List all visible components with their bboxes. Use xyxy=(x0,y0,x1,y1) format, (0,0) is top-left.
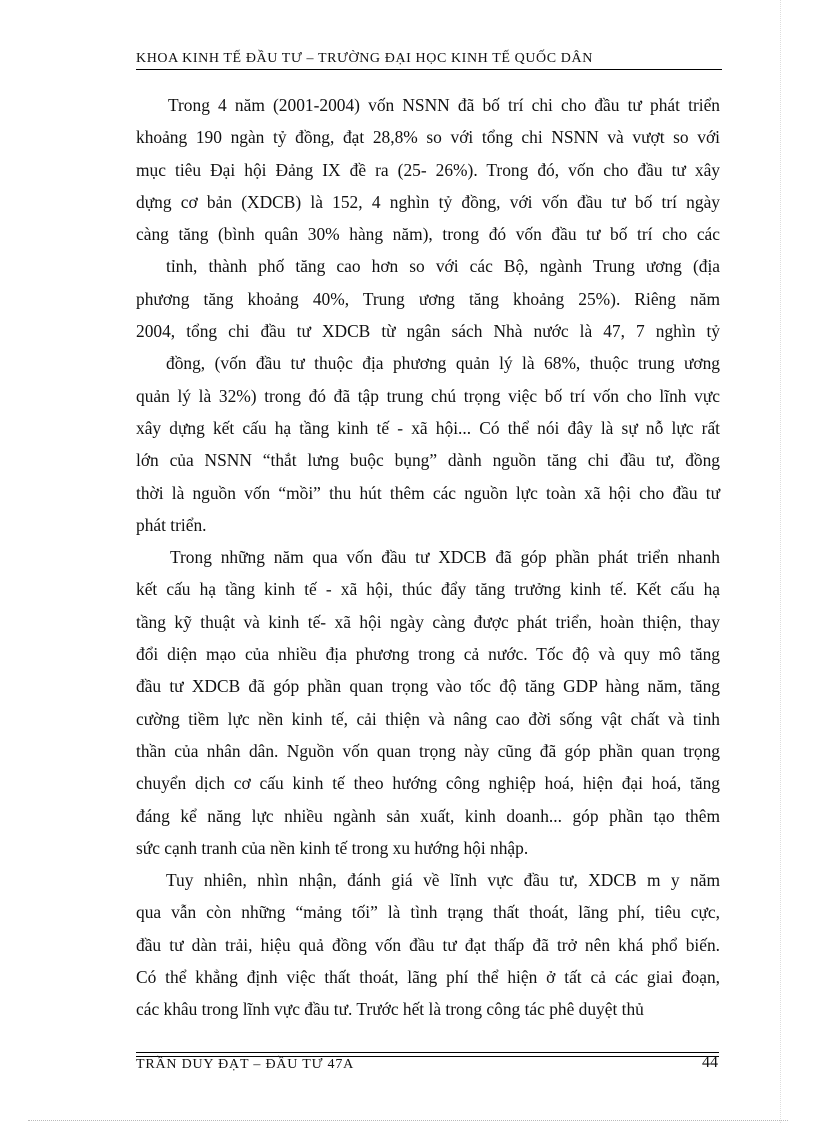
header-rule xyxy=(136,69,722,70)
text-line: quản lý là 32%) trong đó đã tập trung chú trọng việc bố trí vốn cho lĩnh vực xyxy=(136,385,720,406)
text-line: càng tăng (bình quân 30% hàng năm), trong đó vốn đầu tư bố trí cho các xyxy=(136,224,720,245)
text-line: các khâu trong lĩnh vực đầu tư. Trước hết là trong công tác phê duyệt thủ xyxy=(136,999,644,1020)
footer-author: TRẦN DUY ĐẠT – ĐẦU TƯ 47A xyxy=(136,1057,355,1072)
text-line: dựng cơ bản (XDCB) là 152, 4 nghìn tỷ đồng, với vốn đầu tư bố trí ngày xyxy=(136,191,720,212)
page-margin-guide xyxy=(28,1120,788,1121)
text-line: mục tiêu Đại hội Đảng IX đề ra (25- 26%). Trong đó, vốn cho đầu tư xây xyxy=(136,159,720,180)
page-header: KHOA KINH TẾ ĐẦU TƯ – TRƯỜNG ĐẠI HỌC KINH TẾ QUỐC DÂN xyxy=(136,51,593,66)
text-line: kết cấu hạ tầng kinh tế - xã hội, thúc đẩy tăng trưởng kinh tế. Kết cấu hạ xyxy=(136,579,720,600)
text-line: phương tăng khoảng 40%, Trung ương tăng khoảng 25%). Riêng năm xyxy=(136,288,720,309)
page-number: 44 xyxy=(702,1054,718,1071)
text-line: Có thể khẳng định việc thất thoát, lãng phí thể hiện ở tất cả các giai đoạn, xyxy=(136,967,720,988)
text-line: đổi diện mạo của nhiều địa phương trong cả nước. Tốc độ và quy mô tăng xyxy=(136,644,720,665)
text-line: thời là nguồn vốn “mồi” thu hút thêm các nguồn lực toàn xã hội cho đầu tư xyxy=(136,482,720,503)
text-line: đồng, (vốn đầu tư thuộc địa phương quản lý là 68%, thuộc trung ương xyxy=(166,353,720,374)
text-line: chuyển dịch cơ cấu kinh tế theo hướng công nghiệp hoá, hiện đại hoá, tăng xyxy=(136,773,720,794)
text-line: sức cạnh tranh của nền kinh tế trong xu hướng hội nhập. xyxy=(136,837,529,858)
text-line: xây dựng kết cấu hạ tầng kinh tế - xã hội... Có thể nói đây là sự nỗ lực rất xyxy=(136,417,720,438)
text-line: Tuy nhiên, nhìn nhận, đánh giá về lĩnh vực đầu tư, XDCB m y năm xyxy=(166,870,720,891)
text-line: Trong 4 năm (2001-2004) vốn NSNN đã bố trí chi cho đầu tư phát triển xyxy=(168,95,720,115)
text-line: cường tiềm lực nền kinh tế, cải thiện và nâng cao đời sống vật chất và tinh xyxy=(136,708,720,729)
text-line: đầu tư XDCB đã góp phần quan trọng vào tốc độ tăng GDP hàng năm, tăng xyxy=(136,676,720,697)
text-line: 2004, tổng chi đầu tư XDCB từ ngân sách Nhà nước là 47, 7 nghìn tỷ xyxy=(136,321,720,342)
text-line: qua vẫn còn những “mảng tối” là tình trạng thất thoát, lãng phí, tiêu cực, xyxy=(136,902,720,923)
text-line: đáng kể năng lực nhiều ngành sản xuất, kinh doanh... góp phần tạo thêm xyxy=(136,805,720,826)
text-line: tỉnh, thành phố tăng cao hơn so với các Bộ, ngành Trung ương (địa xyxy=(166,256,720,277)
footer-rule xyxy=(136,1052,719,1053)
page-margin-guide xyxy=(780,0,781,1123)
body-text xyxy=(136,89,720,1026)
text-line: phát triển. xyxy=(136,514,207,535)
text-line: Trong những năm qua vốn đầu tư XDCB đã góp phần phát triển nhanh xyxy=(170,547,720,568)
text-line: lớn của NSNN “thắt lưng buộc bụng” dành nguồn tăng chi đầu tư, đồng xyxy=(136,450,720,471)
text-line: tầng kỹ thuật và kinh tế- xã hội ngày càng được phát triển, hoàn thiện, thay xyxy=(136,611,720,632)
text-line: thần của nhân dân. Nguồn vốn quan trọng này cũng đã góp phần quan trọng xyxy=(136,740,720,761)
text-line: khoảng 190 ngàn tỷ đồng, đạt 28,8% so với tổng chi NSNN và vượt so với xyxy=(136,127,720,148)
text-line: đầu tư dàn trải, hiệu quả đồng vốn đầu tư đạt thấp đã trở nên khá phổ biến. xyxy=(136,934,720,955)
